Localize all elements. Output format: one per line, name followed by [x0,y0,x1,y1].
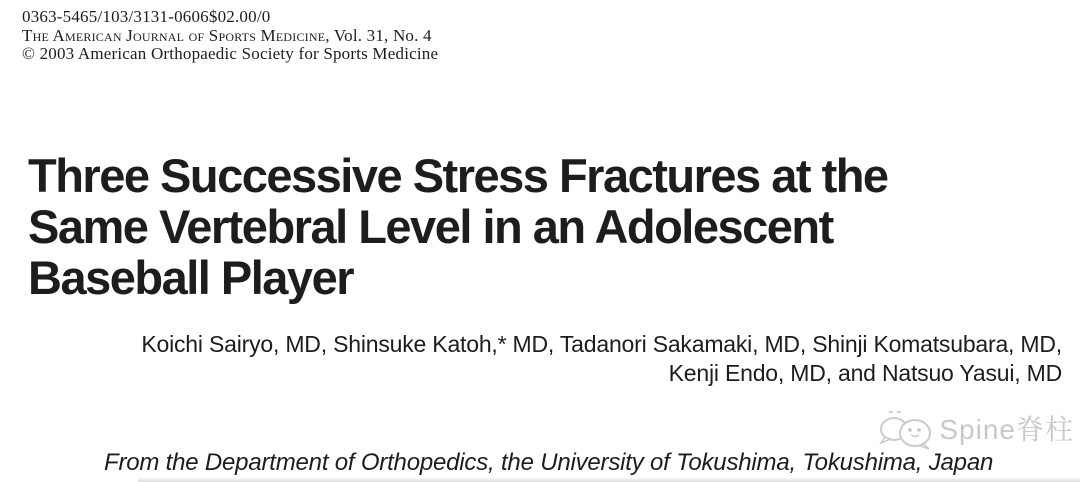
author-list [141,330,1062,387]
masthead [22,8,438,64]
chat-bubbles-icon [878,404,934,452]
journal-name: The American Journal of Sports Medicine [22,25,326,45]
article-title [28,150,888,303]
author-list-line-1: Koichi Sairyo, MD, Shinsuke Katoh,* MD, Tadanori Sakamaki, MD, Shinji Komatsubara, MD, [141,331,1062,357]
article-title-line-3: Baseball Player [28,251,353,304]
copyright-line: © 2003 American Orthopaedic Society for Sports Medicine [22,44,439,63]
journal-volume-line [22,27,438,46]
watermark [878,404,1074,452]
article-title-line-1: Three Successive Stress Fractures at the [28,149,888,202]
journal-issue: , Vol. 31, No. 4 [325,25,432,45]
affiliation-line: From the Department of Orthopedics, the University of Tokushima, Tokushima, Japan [104,449,994,476]
scan-shadow-strip [138,477,1080,482]
issn-price-line: 0363-5465/103/3131-0606$02.00/0 [22,7,271,26]
article-title-line-2: Same Vertebral Level in an Adolescent [28,200,833,253]
author-list-line-2: Kenji Endo, MD, and Natsuo Yasui, MD [668,359,1062,386]
watermark-label: Spine脊柱 [939,414,1074,445]
